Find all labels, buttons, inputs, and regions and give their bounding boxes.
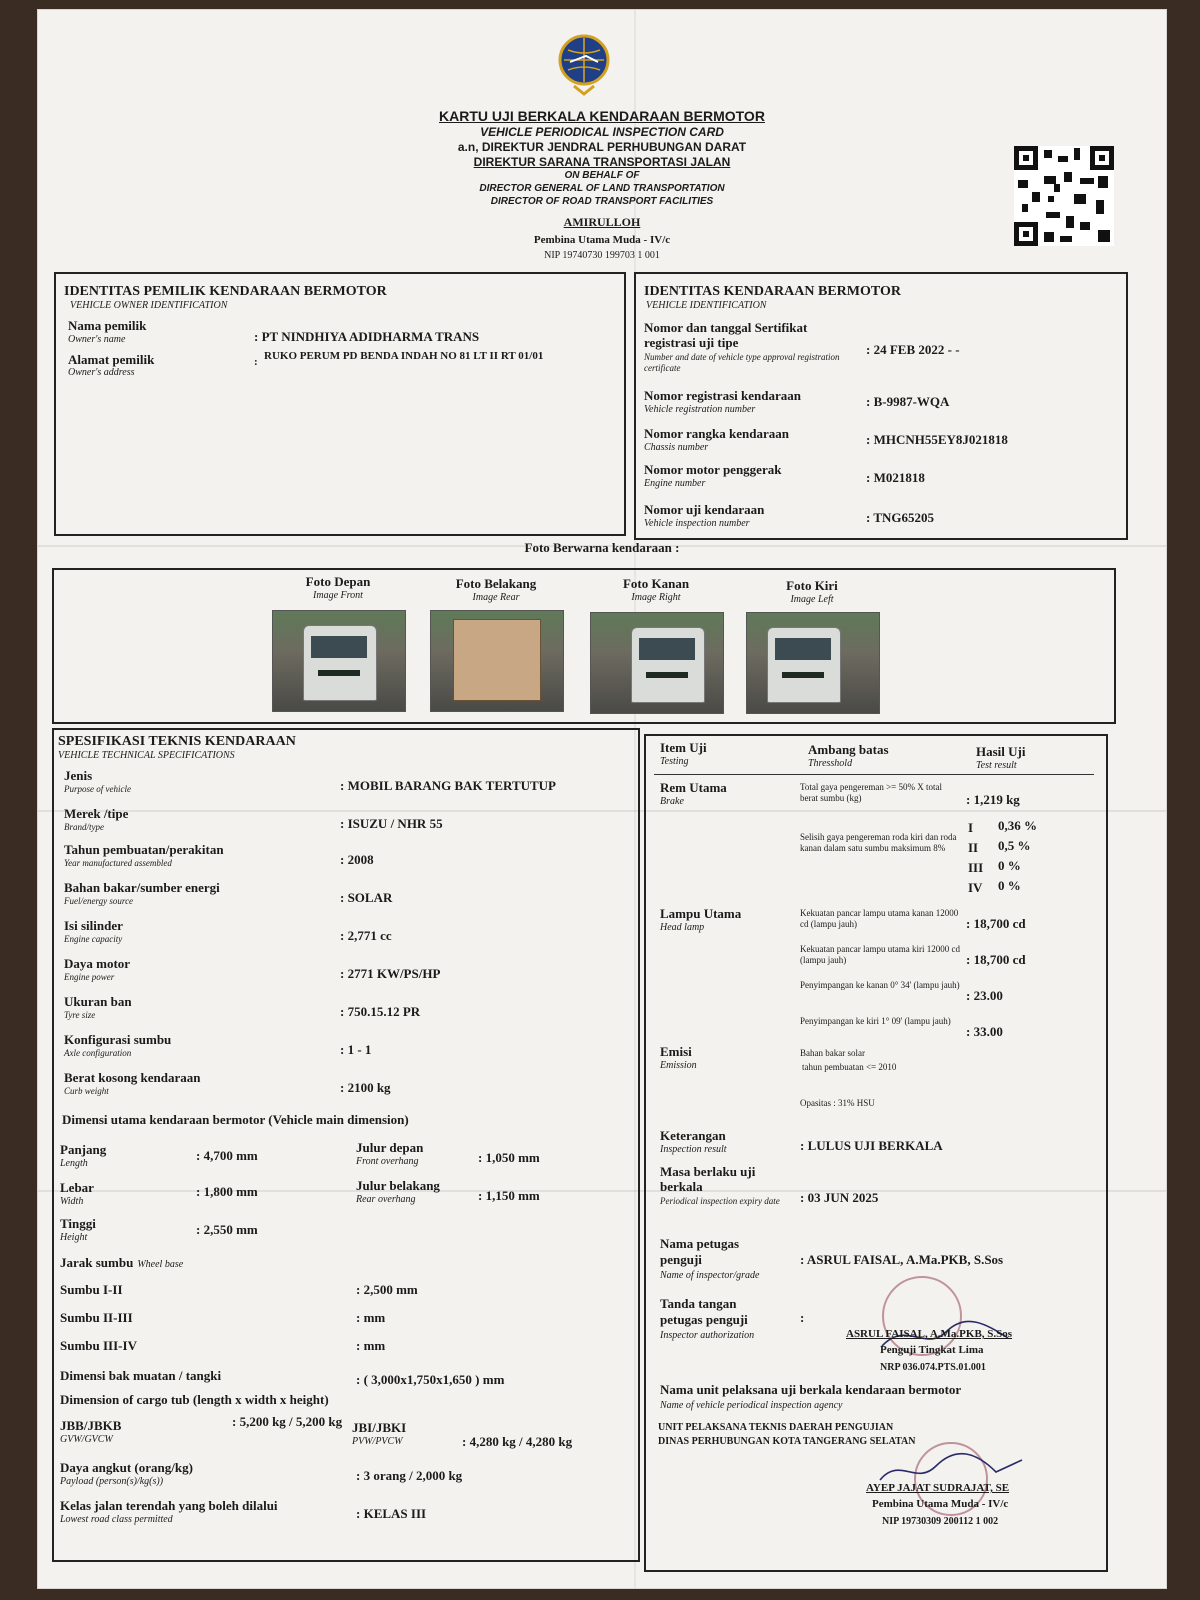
jbi-label-en: PVW/PVCW bbox=[352, 1436, 403, 1447]
photo-caption bbox=[272, 574, 404, 601]
brake-diff-threshold: Selisih gaya pengereman roda kiri dan roda kanan dalam satu sumbu maksimum 8% bbox=[800, 832, 957, 853]
axle-label: Sumbu I-II bbox=[60, 1282, 123, 1297]
brake-label: Rem Utama bbox=[660, 780, 727, 795]
section-title: IDENTITAS PEMILIK KENDARAAN BERMOTOR bbox=[64, 284, 387, 299]
width-label-en: Width bbox=[60, 1196, 84, 1207]
height-label: Tinggi bbox=[60, 1216, 96, 1231]
cargo-label-en: Dimension of cargo tub (length x width x height) bbox=[60, 1392, 329, 1407]
photo-label-en: Image Left bbox=[790, 594, 834, 605]
owner-address-label-en: Owner's address bbox=[68, 367, 135, 378]
certificate-date-value: : 24 FEB 2022 - - bbox=[866, 342, 960, 357]
header-line: ON BEHALF OF bbox=[564, 170, 640, 181]
card-subtitle: VEHICLE PERIODICAL INSPECTION CARD bbox=[480, 125, 724, 139]
cargo-label: Dimensi bak muatan / tangki bbox=[60, 1368, 222, 1383]
header-line: DIREKTUR SARANA TRANSPORTASI JALAN bbox=[473, 155, 731, 169]
header-line: DIRECTOR OF ROAD TRANSPORT FACILITIES bbox=[490, 196, 714, 207]
owner-name-label: Nama pemilik bbox=[68, 318, 147, 333]
jbi-label: JBI/JBKI bbox=[352, 1420, 407, 1435]
lamp-label-en: Head lamp bbox=[660, 922, 705, 933]
axle-value: : mm bbox=[356, 1310, 386, 1325]
owner-name-label-en: Owner's name bbox=[68, 334, 126, 345]
chassis-number-value: : MHCNH55EY8J021818 bbox=[866, 432, 1008, 447]
section-title: IDENTITAS KENDARAAN BERMOTOR bbox=[644, 284, 901, 299]
length-value: : 4,700 mm bbox=[196, 1148, 258, 1163]
row-label: Nomor rangka kendaraan bbox=[644, 426, 789, 441]
agency-line: UNIT PELAKSANA TEKNIS DAERAH PENGUJIAN bbox=[658, 1422, 894, 1433]
row-label-en: Number and date of vehicle type approval registration certificate bbox=[644, 352, 840, 373]
photo-label: Foto Depan bbox=[305, 574, 371, 589]
wheelbase-label-en: Wheel base bbox=[137, 1259, 184, 1270]
lamp-value: : 23.00 bbox=[966, 988, 1003, 1003]
owner-name-value: : PT NINDHIYA ADIDHARMA TRANS bbox=[254, 329, 480, 344]
lamp-threshold: Penyimpangan ke kanan 0° 34' (lampu jauh) bbox=[800, 980, 960, 990]
spec-label-en: Axle configuration bbox=[64, 1048, 132, 1058]
roadclass-label-en: Lowest road class permitted bbox=[60, 1514, 173, 1525]
director-nip: NIP 19740730 199703 1 001 bbox=[544, 250, 660, 261]
spec-label-en: Year manufactured assembled bbox=[64, 858, 172, 868]
payload-value: : 3 orang / 2,000 kg bbox=[356, 1468, 463, 1483]
header-line: a.n, DIREKTUR JENDRAL PERHUBUNGAN DARAT bbox=[457, 140, 747, 154]
director-name: AMIRULLOH bbox=[563, 215, 641, 229]
spec-label-en: Engine capacity bbox=[64, 934, 123, 944]
inspector-sig-nrp: NRP 036.074.PTS.01.001 bbox=[880, 1362, 986, 1373]
inspector-value: : ASRUL FAISAL, A.Ma.PKB, S.Sos bbox=[800, 1252, 1004, 1267]
jbb-label-en: GVW/GVCW bbox=[60, 1434, 113, 1445]
brake-total-value: : 1,219 kg bbox=[966, 792, 1020, 807]
spec-value: : 750.15.12 PR bbox=[340, 1004, 421, 1019]
inspector-label-en: Name of inspector/grade bbox=[660, 1270, 760, 1281]
row-label: Nomor motor penggerak bbox=[644, 462, 782, 477]
photo-rear bbox=[430, 610, 564, 712]
emission-threshold: tahun pembuatan <= 2010 bbox=[802, 1062, 897, 1072]
payload-label: Daya angkut (orang/kg) bbox=[60, 1460, 193, 1475]
roadclass-value: : KELAS III bbox=[356, 1506, 427, 1521]
col-header: Ambang batas bbox=[808, 742, 889, 757]
axle-value: : 2,500 mm bbox=[356, 1282, 418, 1297]
spec-value: : ISUZU / NHR 55 bbox=[340, 816, 443, 831]
length-label: Panjang bbox=[60, 1142, 107, 1157]
width-value: : 1,800 mm bbox=[196, 1184, 258, 1199]
row-label: Nomor uji kendaraan bbox=[644, 502, 765, 517]
agency-label: Nama unit pelaksana uji berkala kendaraan bermotor bbox=[660, 1382, 962, 1397]
vehicle-id-row bbox=[644, 320, 844, 374]
photo-caption bbox=[430, 576, 562, 603]
photo-right bbox=[590, 612, 724, 714]
expiry-label: Masa berlaku uji berkala bbox=[660, 1164, 756, 1194]
photo-label: Foto Kiri bbox=[786, 578, 838, 593]
signature-colon: : bbox=[800, 1310, 805, 1325]
lamp-value: : 33.00 bbox=[966, 1024, 1003, 1039]
spec-label: Merek /tipe bbox=[64, 806, 129, 821]
spec-label-en: Tyre size bbox=[64, 1010, 96, 1020]
axle-diff-value: 0 % bbox=[998, 878, 1021, 893]
spec-label-en: Brand/type bbox=[64, 822, 104, 832]
expiry-value: : 03 JUN 2025 bbox=[800, 1190, 879, 1205]
col-header-en: Testing bbox=[660, 756, 689, 767]
axle-roman: IV bbox=[968, 880, 983, 895]
row-label-en: Vehicle registration number bbox=[644, 404, 756, 415]
engine-number-value: : M021818 bbox=[866, 470, 925, 485]
inspector-sig-name: ASRUL FAISAL, A.Ma.PKB, S.Sos bbox=[846, 1328, 1013, 1340]
spec-label: Ukuran ban bbox=[64, 994, 132, 1009]
inspection-card bbox=[38, 10, 1166, 1588]
tests-section bbox=[644, 734, 1108, 1572]
photo-label: Foto Kanan bbox=[622, 576, 690, 591]
spec-value: : SOLAR bbox=[340, 890, 393, 905]
registration-number-value: : B-9987-WQA bbox=[866, 394, 950, 409]
spec-label: Bahan bakar/sumber energi bbox=[64, 880, 220, 895]
owner-address-value: RUKO PERUM PD BENDA INDAH NO 81 LT II RT 01/01 bbox=[264, 350, 544, 362]
photo-front bbox=[272, 610, 406, 712]
photo-label-en: Image Right bbox=[631, 592, 681, 603]
wheelbase-label: Jarak sumbu bbox=[60, 1255, 134, 1270]
axle-label: Sumbu II-III bbox=[60, 1310, 133, 1325]
cargo-value: : ( 3,000x1,750x1,650 ) mm bbox=[356, 1372, 505, 1387]
jbb-label: JBB/JBKB bbox=[60, 1418, 122, 1433]
remark-value: : LULUS UJI BERKALA bbox=[800, 1138, 943, 1153]
section-title-en: VEHICLE IDENTIFICATION bbox=[646, 300, 767, 311]
col-header: Hasil Uji bbox=[976, 744, 1026, 759]
row-label: Nomor dan tanggal Sertifikat registrasi uji tipe bbox=[644, 320, 808, 350]
remark-label: Keterangan bbox=[660, 1128, 726, 1143]
inspector-label: Nama petugas penguji bbox=[660, 1236, 740, 1267]
length-label-en: Length bbox=[60, 1158, 88, 1169]
roadclass-label: Kelas jalan terendah yang boleh dilalui bbox=[60, 1498, 278, 1513]
axle-roman: III bbox=[968, 860, 984, 875]
lamp-label: Lampu Utama bbox=[660, 906, 742, 921]
spec-value: : MOBIL BARANG BAK TERTUTUP bbox=[340, 778, 556, 793]
front-overhang-label: Julur depan bbox=[356, 1140, 424, 1155]
spec-label-en: Curb weight bbox=[64, 1086, 109, 1096]
row-label-en: Vehicle inspection number bbox=[644, 518, 750, 529]
axle-roman: I bbox=[968, 820, 974, 835]
axle-diff-value: 0 % bbox=[998, 858, 1021, 873]
spec-label-en: Engine power bbox=[64, 972, 115, 982]
wheelbase-heading bbox=[60, 1254, 183, 1272]
spec-value: : 2008 bbox=[340, 852, 374, 867]
head-name: AYEP JAJAT SUDRAJAT, SE bbox=[866, 1482, 1010, 1494]
spec-label: Berat kosong kendaraan bbox=[64, 1070, 201, 1085]
col-header: Item Uji bbox=[660, 740, 707, 755]
spec-label: Konfigurasi sumbu bbox=[64, 1032, 172, 1047]
header-line: DIRECTOR GENERAL OF LAND TRANSPORTATION bbox=[479, 183, 725, 194]
qr-code bbox=[1014, 146, 1114, 246]
photo-caption bbox=[746, 578, 878, 605]
director-rank: Pembina Utama Muda - IV/c bbox=[533, 234, 671, 246]
signature-label-en: Inspector authorization bbox=[660, 1330, 755, 1341]
axle-label: Sumbu III-IV bbox=[60, 1338, 137, 1353]
section-title-en: VEHICLE OWNER IDENTIFICATION bbox=[70, 300, 228, 311]
section-title: SPESIFIKASI TEKNIS KENDARAAN bbox=[58, 734, 296, 749]
owner-address-label: Alamat pemilik bbox=[68, 352, 155, 367]
height-value: : 2,550 mm bbox=[196, 1222, 258, 1237]
row-label-en: Engine number bbox=[644, 478, 706, 489]
owner-section: IDENTITAS PEMILIK KENDARAAN BERMOTOR VEHICLE OWNER IDENTIFICATION Nama pemilik Owner's name : PT NINDHIYA ADIDHARMA TRANS Alamat pemilik Owner's address : RUKO PERUM PD BENDA INDAH NO 81 LT II RT 01/01 bbox=[54, 272, 626, 536]
emission-result: Opasitas : 31% HSU bbox=[800, 1098, 875, 1108]
front-overhang-label-en: Front overhang bbox=[356, 1156, 419, 1167]
brake-label-en: Brake bbox=[660, 796, 684, 807]
spec-value: : 1 - 1 bbox=[340, 1042, 372, 1057]
front-overhang-value: : 1,050 mm bbox=[478, 1150, 540, 1165]
spec-label-en: Purpose of vehicle bbox=[64, 784, 131, 794]
header-divider bbox=[654, 774, 1094, 775]
axle-roman: II bbox=[968, 840, 979, 855]
lamp-threshold: Kekuatan pancar lampu utama kanan 12000 cd (lampu jauh) bbox=[800, 908, 959, 929]
emission-threshold: Bahan bakar solar bbox=[800, 1048, 865, 1058]
lamp-threshold: Penyimpangan ke kiri 1° 09' (lampu jauh) bbox=[800, 1016, 951, 1026]
spec-label: Daya motor bbox=[64, 956, 131, 971]
emission-label: Emisi bbox=[660, 1044, 692, 1059]
lamp-value: : 18,700 cd bbox=[966, 952, 1026, 967]
jbi-value: : 4,280 kg / 4,280 kg bbox=[462, 1434, 573, 1449]
signature-label: Tanda tangan petugas penguji bbox=[660, 1296, 748, 1327]
ministry-emblem-icon bbox=[556, 32, 612, 96]
inspector-sig-rank: Penguji Tingkat Lima bbox=[880, 1344, 984, 1356]
rear-overhang-value: : 1,150 mm bbox=[478, 1188, 540, 1203]
height-label-en: Height bbox=[60, 1232, 88, 1243]
agency-label-en: Name of vehicle periodical inspection agency bbox=[660, 1400, 843, 1411]
brake-threshold: Total gaya pengereman >= 50% X total berat sumbu (kg) bbox=[800, 782, 942, 803]
rear-overhang-label: Julur belakang bbox=[356, 1178, 440, 1193]
photo-label-en: Image Front bbox=[313, 590, 363, 601]
col-header-en: Thresshold bbox=[808, 758, 853, 769]
head-nip: NIP 19730309 200112 1 002 bbox=[882, 1516, 999, 1527]
photo-label-en: Image Rear bbox=[472, 592, 520, 603]
lamp-threshold: Kekuatan pancar lampu utama kiri 12000 cd (lampu jauh) bbox=[800, 944, 960, 965]
remark-label-en: Inspection result bbox=[660, 1144, 727, 1155]
agency-line: DINAS PERHUBUNGAN KOTA TANGERANG SELATAN bbox=[658, 1436, 916, 1447]
row-label: Nomor registrasi kendaraan bbox=[644, 388, 801, 403]
spec-value: : 2,771 cc bbox=[340, 928, 392, 943]
spec-value: : 2771 KW/PS/HP bbox=[340, 966, 441, 981]
inspection-number-value: : TNG65205 bbox=[866, 510, 935, 525]
photo-caption bbox=[590, 576, 722, 603]
spec-value: : 2100 kg bbox=[340, 1080, 391, 1095]
photos-title: Foto Berwarna kendaraan : bbox=[524, 540, 680, 555]
dimension-title: Dimensi utama kendaraan bermotor (Vehicle main dimension) bbox=[62, 1112, 409, 1127]
card-title: KARTU UJI BERKALA KENDARAAN BERMOTOR bbox=[439, 108, 765, 124]
photo-label: Foto Belakang bbox=[455, 576, 537, 591]
row-label-en: Chassis number bbox=[644, 442, 709, 453]
spec-label: Isi silinder bbox=[64, 918, 123, 933]
photo-left bbox=[746, 612, 880, 714]
payload-label-en: Payload (person(s)/kg(s)) bbox=[60, 1476, 164, 1487]
specs-section bbox=[52, 728, 640, 1562]
head-rank: Pembina Utama Muda - IV/c bbox=[872, 1498, 1009, 1510]
lamp-value: : 18,700 cd bbox=[966, 916, 1026, 931]
col-header-en: Test result bbox=[976, 760, 1017, 771]
jbb-value: : 5,200 kg / 5,200 kg bbox=[232, 1414, 343, 1429]
axle-diff-value: 0,36 % bbox=[998, 818, 1037, 833]
width-label: Lebar bbox=[60, 1180, 94, 1195]
photos-section bbox=[52, 568, 1116, 724]
spec-label: Tahun pembuatan/perakitan bbox=[64, 842, 224, 857]
rear-overhang-label-en: Rear overhang bbox=[356, 1194, 416, 1205]
spec-label-en: Fuel/energy source bbox=[64, 896, 134, 906]
axle-value: : mm bbox=[356, 1338, 386, 1353]
spec-label: Jenis bbox=[64, 768, 93, 783]
section-title-en: VEHICLE TECHNICAL SPECIFICATIONS bbox=[58, 750, 235, 761]
vehicle-id-section bbox=[634, 272, 1128, 540]
axle-diff-value: 0,5 % bbox=[998, 838, 1031, 853]
emission-label-en: Emission bbox=[660, 1060, 697, 1071]
expiry-label-en: Periodical inspection expiry date bbox=[660, 1196, 780, 1206]
